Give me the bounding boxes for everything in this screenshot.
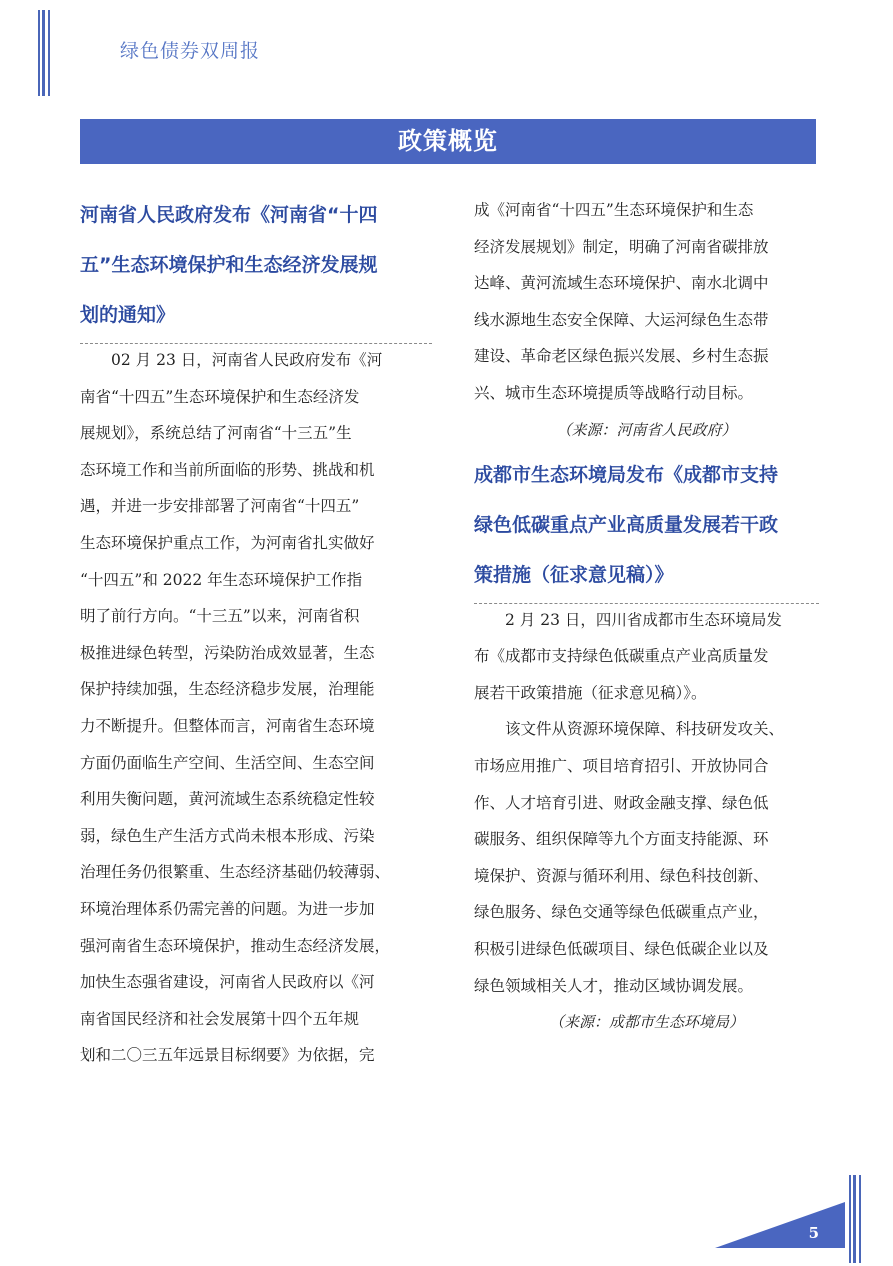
article1-line: 弱，绿色生产生活方式尚未根本形成、污染 xyxy=(80,826,375,845)
article1-line: 环境治理体系仍需完善的问题。为进一步加 xyxy=(80,899,375,918)
article2-line: 绿色领域相关人才，推动区域协调发展。 xyxy=(474,976,754,995)
article1-line: 强河南省生态环境保护，推动生态经济发展， xyxy=(80,936,391,955)
article1-body-right xyxy=(474,192,819,412)
article1-line: 南省国民经济和社会发展第十四个五年规 xyxy=(80,1009,360,1028)
article1-line: 建设、革命老区绿色振兴发展、乡村生态振 xyxy=(474,347,769,366)
article1-line: 治理任务仍很繁重、生态经济基础仍较薄弱、 xyxy=(80,863,391,882)
article1-line: 加快生态强省建设，河南省人民政府以《河 xyxy=(80,973,375,992)
article1-line: 利用失衡问题，黄河流域生态系统稳定性较 xyxy=(80,790,375,809)
article1-line: 展规划》，系统总结了河南省“十三五”生 xyxy=(80,424,352,443)
article1-line: 力不断提升。但整体而言，河南省生态环境 xyxy=(80,716,375,735)
article2-line: 市场应用推广、项目培育招引、开放协同合 xyxy=(474,756,769,775)
article2-line: 2 月 23 日，四川省成都市生态环境局发 xyxy=(505,610,782,629)
article1-title xyxy=(80,190,432,340)
article2-line: 该文件从资源环境保障、科技研发攻关、 xyxy=(505,720,785,739)
article2-line: 碳服务、组织保障等九个方面支持能源、环 xyxy=(474,830,769,849)
article1-title-line: 五”生态环境保护和生态经济发展规 xyxy=(80,254,378,276)
article2-line: 展若干政策措施（征求意见稿）》。 xyxy=(474,683,707,702)
section-title: 政策概览 xyxy=(398,127,498,155)
report-header-title: 绿色债券双周报 xyxy=(120,40,261,62)
article1-line: 达峰、黄河流域生态环境保护、南水北调中 xyxy=(474,274,769,293)
article1-line: 经济发展规划》制定，明确了河南省碳排放 xyxy=(474,237,769,256)
article1-line: 态环境工作和当前所面临的形势、挑战和机 xyxy=(80,460,375,479)
article2-title-line: 成都市生态环境局发布《成都市支持 xyxy=(474,463,779,486)
article1-line: 02 月 23 日，河南省人民政府发布《河 xyxy=(111,351,383,369)
decorative-bars-bottom xyxy=(849,1175,863,1263)
article2-body xyxy=(474,602,819,1005)
decorative-bars-top xyxy=(38,10,52,96)
article2-source: （来源：成都市生态环境局） xyxy=(548,1013,744,1032)
article1-source: （来源：河南省人民政府） xyxy=(556,420,737,439)
article2-line: 布《成都市支持绿色低碳重点产业高质量发 xyxy=(474,647,769,666)
article2-line: 作、人才培育引进、财政金融支撑、绿色低 xyxy=(474,793,769,812)
left-column xyxy=(80,190,432,1074)
section-title-bar xyxy=(80,119,816,164)
right-column xyxy=(474,192,819,1040)
article2-title-line: 策措施（征求意见稿）》 xyxy=(474,563,674,586)
article1-title-line: 河南省人民政府发布《河南省“十四 xyxy=(80,204,378,226)
article1-line: 极推进绿色转型，污染防治成效显著，生态 xyxy=(80,643,375,662)
article1-line: 明了前行方向。“十三五”以来，河南省积 xyxy=(80,607,360,626)
article2-title xyxy=(474,450,819,600)
article1-line: 遇，并进一步安排部署了河南省“十四五” xyxy=(80,497,360,516)
article1-line: “十四五”和 2022 年生态环境保护工作指 xyxy=(80,570,363,589)
article1-line: 南省“十四五”生态环境保护和生态经济发 xyxy=(80,387,360,406)
article1-line: 线水源地生态安全保障、大运河绿色生态带 xyxy=(474,310,769,329)
article1-line: 方面仍面临生产空间、生活空间、生态空间 xyxy=(80,753,375,772)
article2-line: 境保护、资源与循环利用、绿色科技创新、 xyxy=(474,866,769,885)
article1-title-line: 划的通知》 xyxy=(80,304,176,326)
article1-line: 成《河南省“十四五”生态环境保护和生态 xyxy=(474,201,754,219)
page-number: 5 xyxy=(808,1224,819,1242)
article1-line: 兴、城市生态环境提质等战略行动目标。 xyxy=(474,383,754,402)
article1-body-left xyxy=(80,342,432,1074)
article2-line: 积极引进绿色低碳项目、绿色低碳企业以及 xyxy=(474,939,769,958)
article1-line: 生态环境保护重点工作，为河南省扎实做好 xyxy=(80,533,375,552)
article2-line: 绿色服务、绿色交通等绿色低碳重点产业， xyxy=(474,903,769,922)
page-corner-triangle xyxy=(715,1202,845,1248)
article2-title-line: 绿色低碳重点产业高质量发展若干政 xyxy=(474,513,779,536)
article1-line: 划和二〇三五年远景目标纲要》为依据，完 xyxy=(80,1046,375,1065)
article1-line: 保护持续加强，生态经济稳步发展，治理能 xyxy=(80,680,375,699)
